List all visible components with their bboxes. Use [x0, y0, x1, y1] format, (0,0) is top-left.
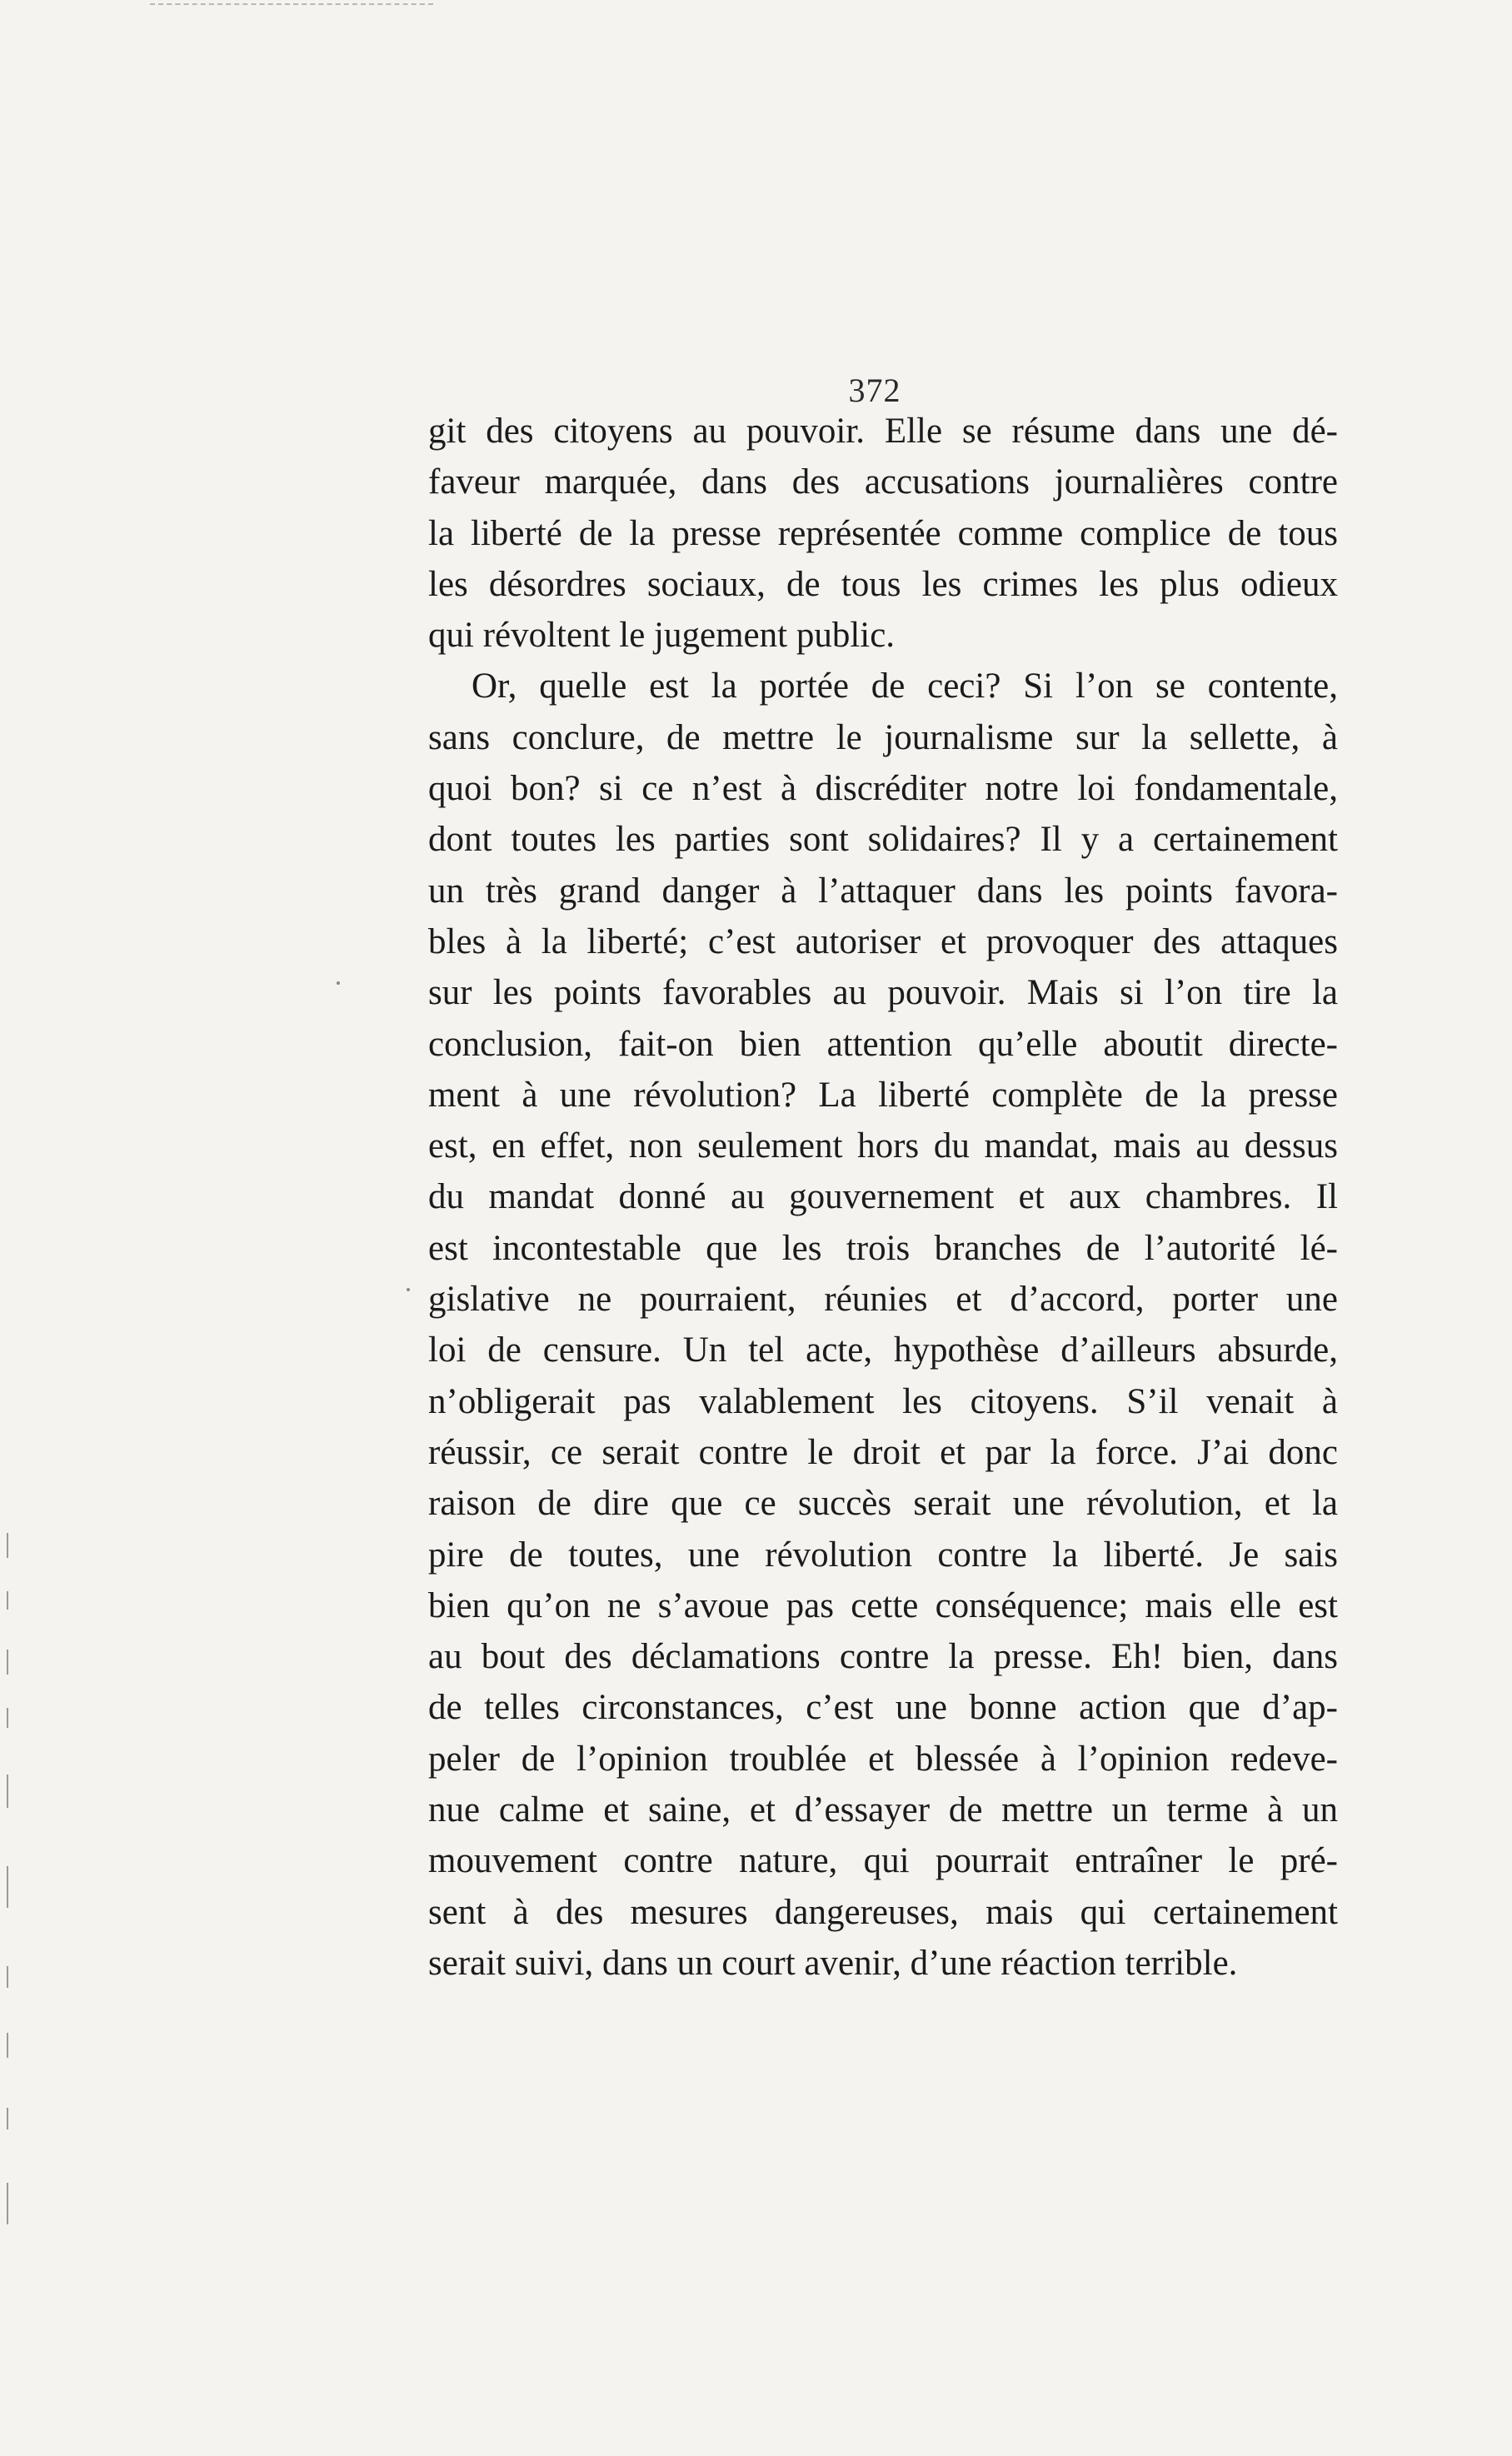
text-line: un très grand danger à l’attaquer dans les points favora- [428, 871, 1338, 911]
text-line: est incontestable que les trois branches de l’autorité lé- [428, 1228, 1338, 1268]
paragraph-start-line: Or, quelle est la portée de ceci? Si l’on se contente, [472, 666, 1338, 706]
scan-mark [7, 1650, 8, 1675]
text-line: git des citoyens au pouvoir. Elle se résume dans une dé- [428, 412, 1338, 451]
text-line: au bout des déclamations contre la presse. Eh! bien, dans [428, 1637, 1338, 1677]
text-line: ment à une révolution? La liberté complète de la presse [428, 1075, 1338, 1115]
text-line: nue calme et saine, et d’essayer de mettre un terme à un [428, 1790, 1338, 1830]
text-line: sent à des mesures dangereuses, mais qui certainement [428, 1892, 1338, 1932]
margin-dot [337, 981, 340, 985]
text-line: gislative ne pourraient, réunies et d’accord, porter une [428, 1280, 1338, 1320]
text-line: n’obligerait pas valablement les citoyens. S’il venait à [428, 1381, 1338, 1421]
text-line: quoi bon? si ce n’est à discréditer notre loi fondamentale, [428, 769, 1338, 809]
paragraph-end-line: qui révoltent le jugement public. [428, 616, 896, 656]
text-line: raison de dire que ce succès serait une révolution, et la [428, 1484, 1338, 1524]
scan-margin-marks [7, 1533, 12, 2283]
text-line: réussir, ce serait contre le droit et par la force. J’ai donc [428, 1432, 1338, 1472]
scan-mark [7, 2108, 8, 2129]
text-line: pire de toutes, une révolution contre la liberté. Je sais [428, 1535, 1338, 1575]
scan-mark [7, 1775, 8, 1808]
text-line: de telles circonstances, c’est une bonne action que d’ap- [428, 1688, 1338, 1728]
scan-mark [7, 1708, 8, 1728]
text-line: bien qu’on ne s’avoue pas cette conséquence; mais elle est [428, 1585, 1338, 1625]
text-line: conclusion, fait-on bien attention qu’elle aboutit directe- [428, 1024, 1338, 1064]
body-text [428, 406, 1338, 1989]
text-line: dont toutes les parties sont solidaires? Il y a certainement [428, 820, 1338, 860]
margin-dot [407, 1288, 410, 1291]
text-line: sans conclure, de mettre le journalisme sur la sellette, à [428, 717, 1338, 757]
text-line: faveur marquée, dans des accusations journalières contre [428, 462, 1338, 502]
scan-mark [7, 2183, 8, 2224]
text-line: la liberté de la presse représentée comme complice de tous [428, 513, 1338, 553]
text-line: les désordres sociaux, de tous les crimes les plus odieux [428, 564, 1338, 604]
scan-mark [7, 1591, 8, 1610]
paragraph-end-line: serait suivi, dans un court avenir, d’une réaction terrible. [428, 1943, 1238, 1983]
scan-edge-rule [150, 3, 433, 5]
text-line: est, en effet, non seulement hors du mandat, mais au dessus [428, 1126, 1338, 1166]
text-line: mouvement contre nature, qui pourrait entraîner le pré- [428, 1841, 1338, 1881]
text-line: peler de l’opinion troublée et blessée à l’opinion redeve- [428, 1739, 1338, 1779]
page-number: 372 [848, 372, 901, 409]
scan-mark [7, 2033, 8, 2058]
scan-mark [7, 1866, 8, 1908]
scan-mark [7, 1966, 8, 1988]
text-line: bles à la liberté; c’est autoriser et provoquer des attaques [428, 921, 1338, 961]
text-line: sur les points favorables au pouvoir. Mais si l’on tire la [428, 973, 1338, 1013]
text-line: loi de censure. Un tel acte, hypothèse d’ailleurs absurde, [428, 1330, 1338, 1370]
scan-mark [7, 1533, 8, 1558]
text-line: du mandat donné au gouvernement et aux chambres. Il [428, 1177, 1338, 1217]
